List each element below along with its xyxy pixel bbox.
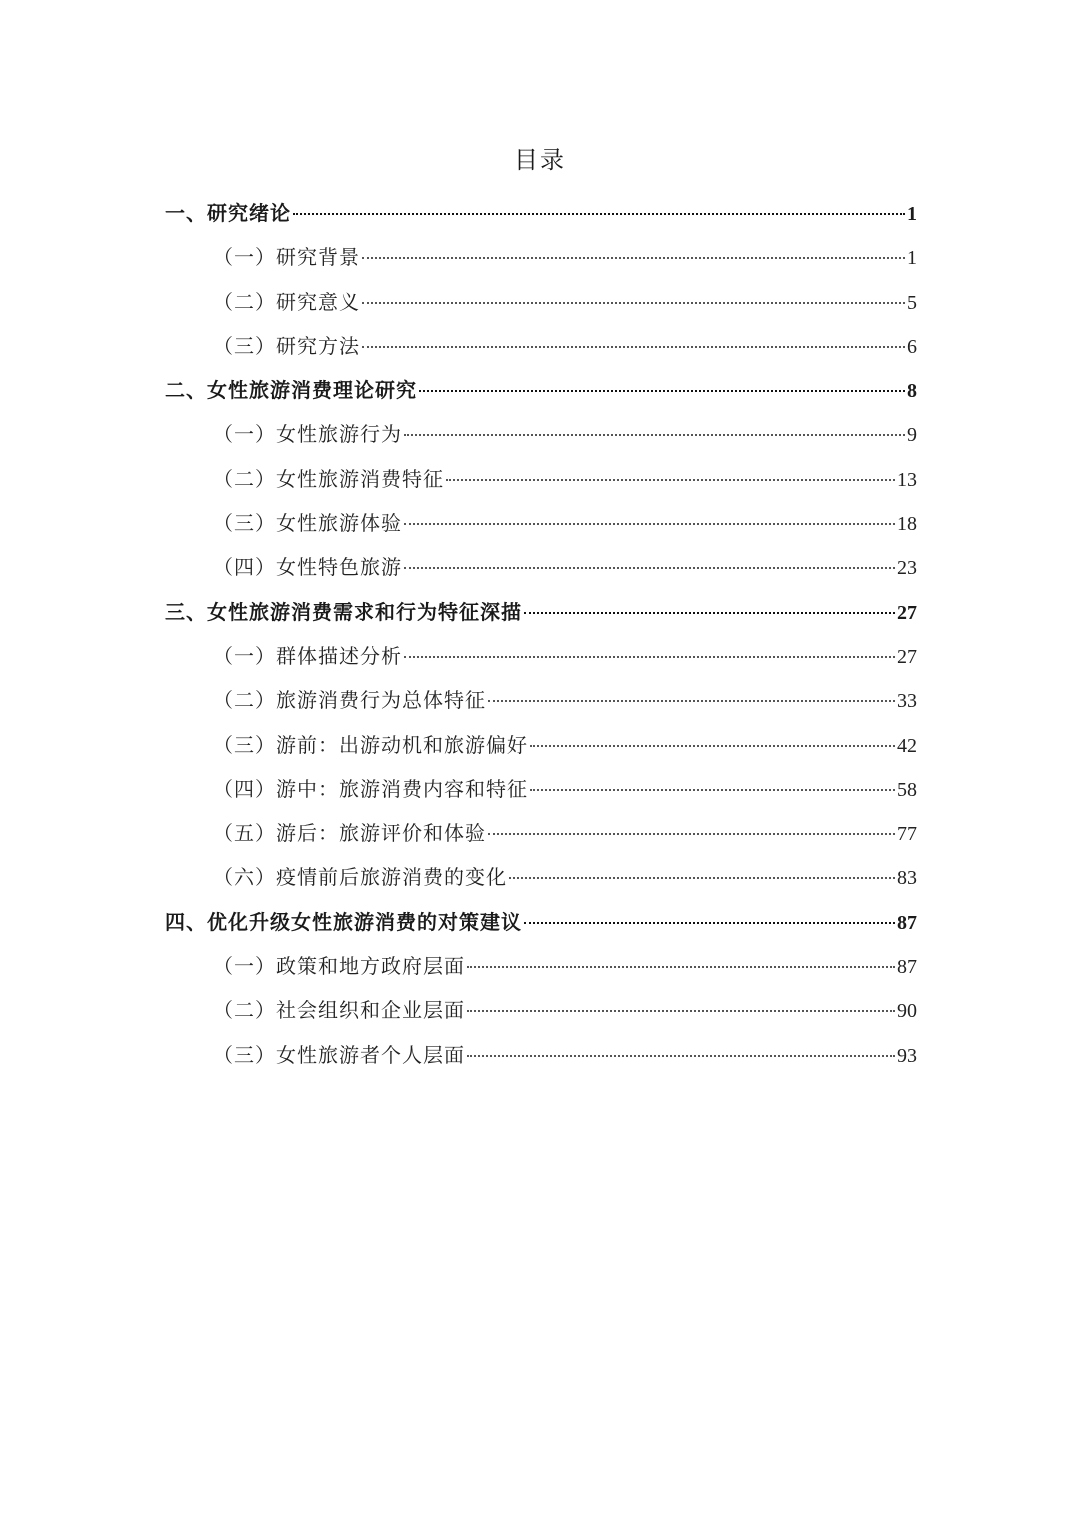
toc-page-number: 27 — [897, 601, 917, 624]
toc-section-entry[interactable] — [165, 1038, 917, 1082]
toc-dot-leader — [404, 523, 895, 525]
toc-entry-label: （一）女性旅游行为 — [213, 422, 402, 447]
toc-page-number: 6 — [907, 335, 917, 358]
toc-section-entry[interactable] — [165, 816, 917, 860]
toc-entry-label: 二、女性旅游消费理论研究 — [165, 378, 417, 403]
toc-page-number: 8 — [907, 380, 917, 403]
toc-dot-leader — [524, 612, 895, 614]
toc-section-entry[interactable] — [165, 550, 917, 594]
toc-dot-leader — [467, 1055, 895, 1057]
toc-dot-leader — [446, 479, 895, 481]
toc-page-number: 58 — [897, 778, 917, 801]
toc-entry-label: （一）群体描述分析 — [213, 643, 402, 668]
toc-page-number: 83 — [897, 867, 917, 890]
toc-chapter-entry[interactable] — [165, 905, 917, 949]
toc-page-number: 1 — [907, 203, 917, 225]
toc-dot-leader — [467, 966, 895, 968]
toc-dot-leader — [530, 789, 895, 791]
toc-dot-leader — [419, 390, 905, 392]
toc-section-entry[interactable] — [165, 329, 917, 373]
toc-section-entry[interactable] — [165, 683, 917, 727]
toc-page-number: 87 — [897, 911, 917, 934]
toc-dot-leader — [404, 434, 905, 436]
toc-chapter-entry[interactable] — [165, 196, 917, 240]
toc-section-entry[interactable] — [165, 240, 917, 284]
toc-dot-leader — [362, 257, 905, 259]
toc-section-entry[interactable] — [165, 993, 917, 1037]
toc-page-number: 18 — [897, 513, 917, 536]
toc-section-entry[interactable] — [165, 639, 917, 683]
toc-entry-label: （六）疫情前后旅游消费的变化 — [213, 865, 507, 890]
toc-page-number: 23 — [897, 557, 917, 580]
toc-page-number: 42 — [897, 734, 917, 757]
toc-section-entry[interactable] — [165, 285, 917, 329]
toc-entry-label: （三）研究方法 — [213, 333, 360, 358]
toc-entry-label: （三）女性旅游体验 — [213, 511, 402, 536]
toc-page-number: 33 — [897, 690, 917, 713]
toc-section-entry[interactable] — [165, 506, 917, 550]
toc-entry-label: （四）女性特色旅游 — [213, 555, 402, 580]
toc-page-number: 9 — [907, 424, 917, 447]
toc-page-number: 27 — [897, 645, 917, 668]
toc-dot-leader — [362, 346, 905, 348]
toc-entry-label: （二）研究意义 — [213, 289, 360, 314]
toc-page-number: 5 — [907, 291, 917, 314]
toc-entry-label: （二）女性旅游消费特征 — [213, 466, 444, 491]
toc-dot-leader — [404, 567, 895, 569]
toc-entry-label: 一、研究绪论 — [165, 201, 291, 225]
toc-page-number: 93 — [897, 1044, 917, 1067]
toc-entry-label: （四）游中：旅游消费内容和特征 — [213, 776, 528, 801]
toc-dot-leader — [530, 745, 895, 747]
toc-dot-leader — [404, 656, 895, 658]
toc-page-number: 90 — [897, 1000, 917, 1023]
toc-section-entry[interactable] — [165, 772, 917, 816]
table-of-contents — [165, 196, 917, 1082]
toc-entry-label: （一）政策和地方政府层面 — [213, 954, 465, 979]
toc-dot-leader — [509, 877, 895, 879]
toc-entry-label: （二）社会组织和企业层面 — [213, 998, 465, 1023]
toc-chapter-entry[interactable] — [165, 373, 917, 417]
page-title: 目录 — [514, 146, 566, 174]
toc-dot-leader — [524, 922, 895, 924]
toc-page-number: 77 — [897, 823, 917, 846]
toc-page-number: 87 — [897, 956, 917, 979]
toc-entry-label: （三）女性旅游者个人层面 — [213, 1042, 465, 1067]
toc-page-number: 1 — [907, 247, 917, 270]
toc-entry-label: （三）游前：出游动机和旅游偏好 — [213, 732, 528, 757]
toc-section-entry[interactable] — [165, 860, 917, 904]
toc-entry-label: （一）研究背景 — [213, 245, 360, 270]
toc-chapter-entry[interactable] — [165, 595, 917, 639]
toc-entry-label: 三、女性旅游消费需求和行为特征深描 — [165, 599, 522, 624]
toc-dot-leader — [488, 833, 895, 835]
toc-dot-leader — [362, 302, 905, 304]
toc-section-entry[interactable] — [165, 417, 917, 461]
toc-section-entry[interactable] — [165, 949, 917, 993]
toc-dot-leader — [488, 700, 895, 702]
toc-entry-label: （五）游后：旅游评价和体验 — [213, 821, 486, 846]
toc-entry-label: 四、优化升级女性旅游消费的对策建议 — [165, 909, 522, 934]
toc-dot-leader — [467, 1010, 895, 1012]
toc-section-entry[interactable] — [165, 462, 917, 506]
toc-dot-leader — [293, 213, 905, 215]
toc-section-entry[interactable] — [165, 728, 917, 772]
toc-entry-label: （二）旅游消费行为总体特征 — [213, 688, 486, 713]
toc-page-number: 13 — [897, 468, 917, 491]
